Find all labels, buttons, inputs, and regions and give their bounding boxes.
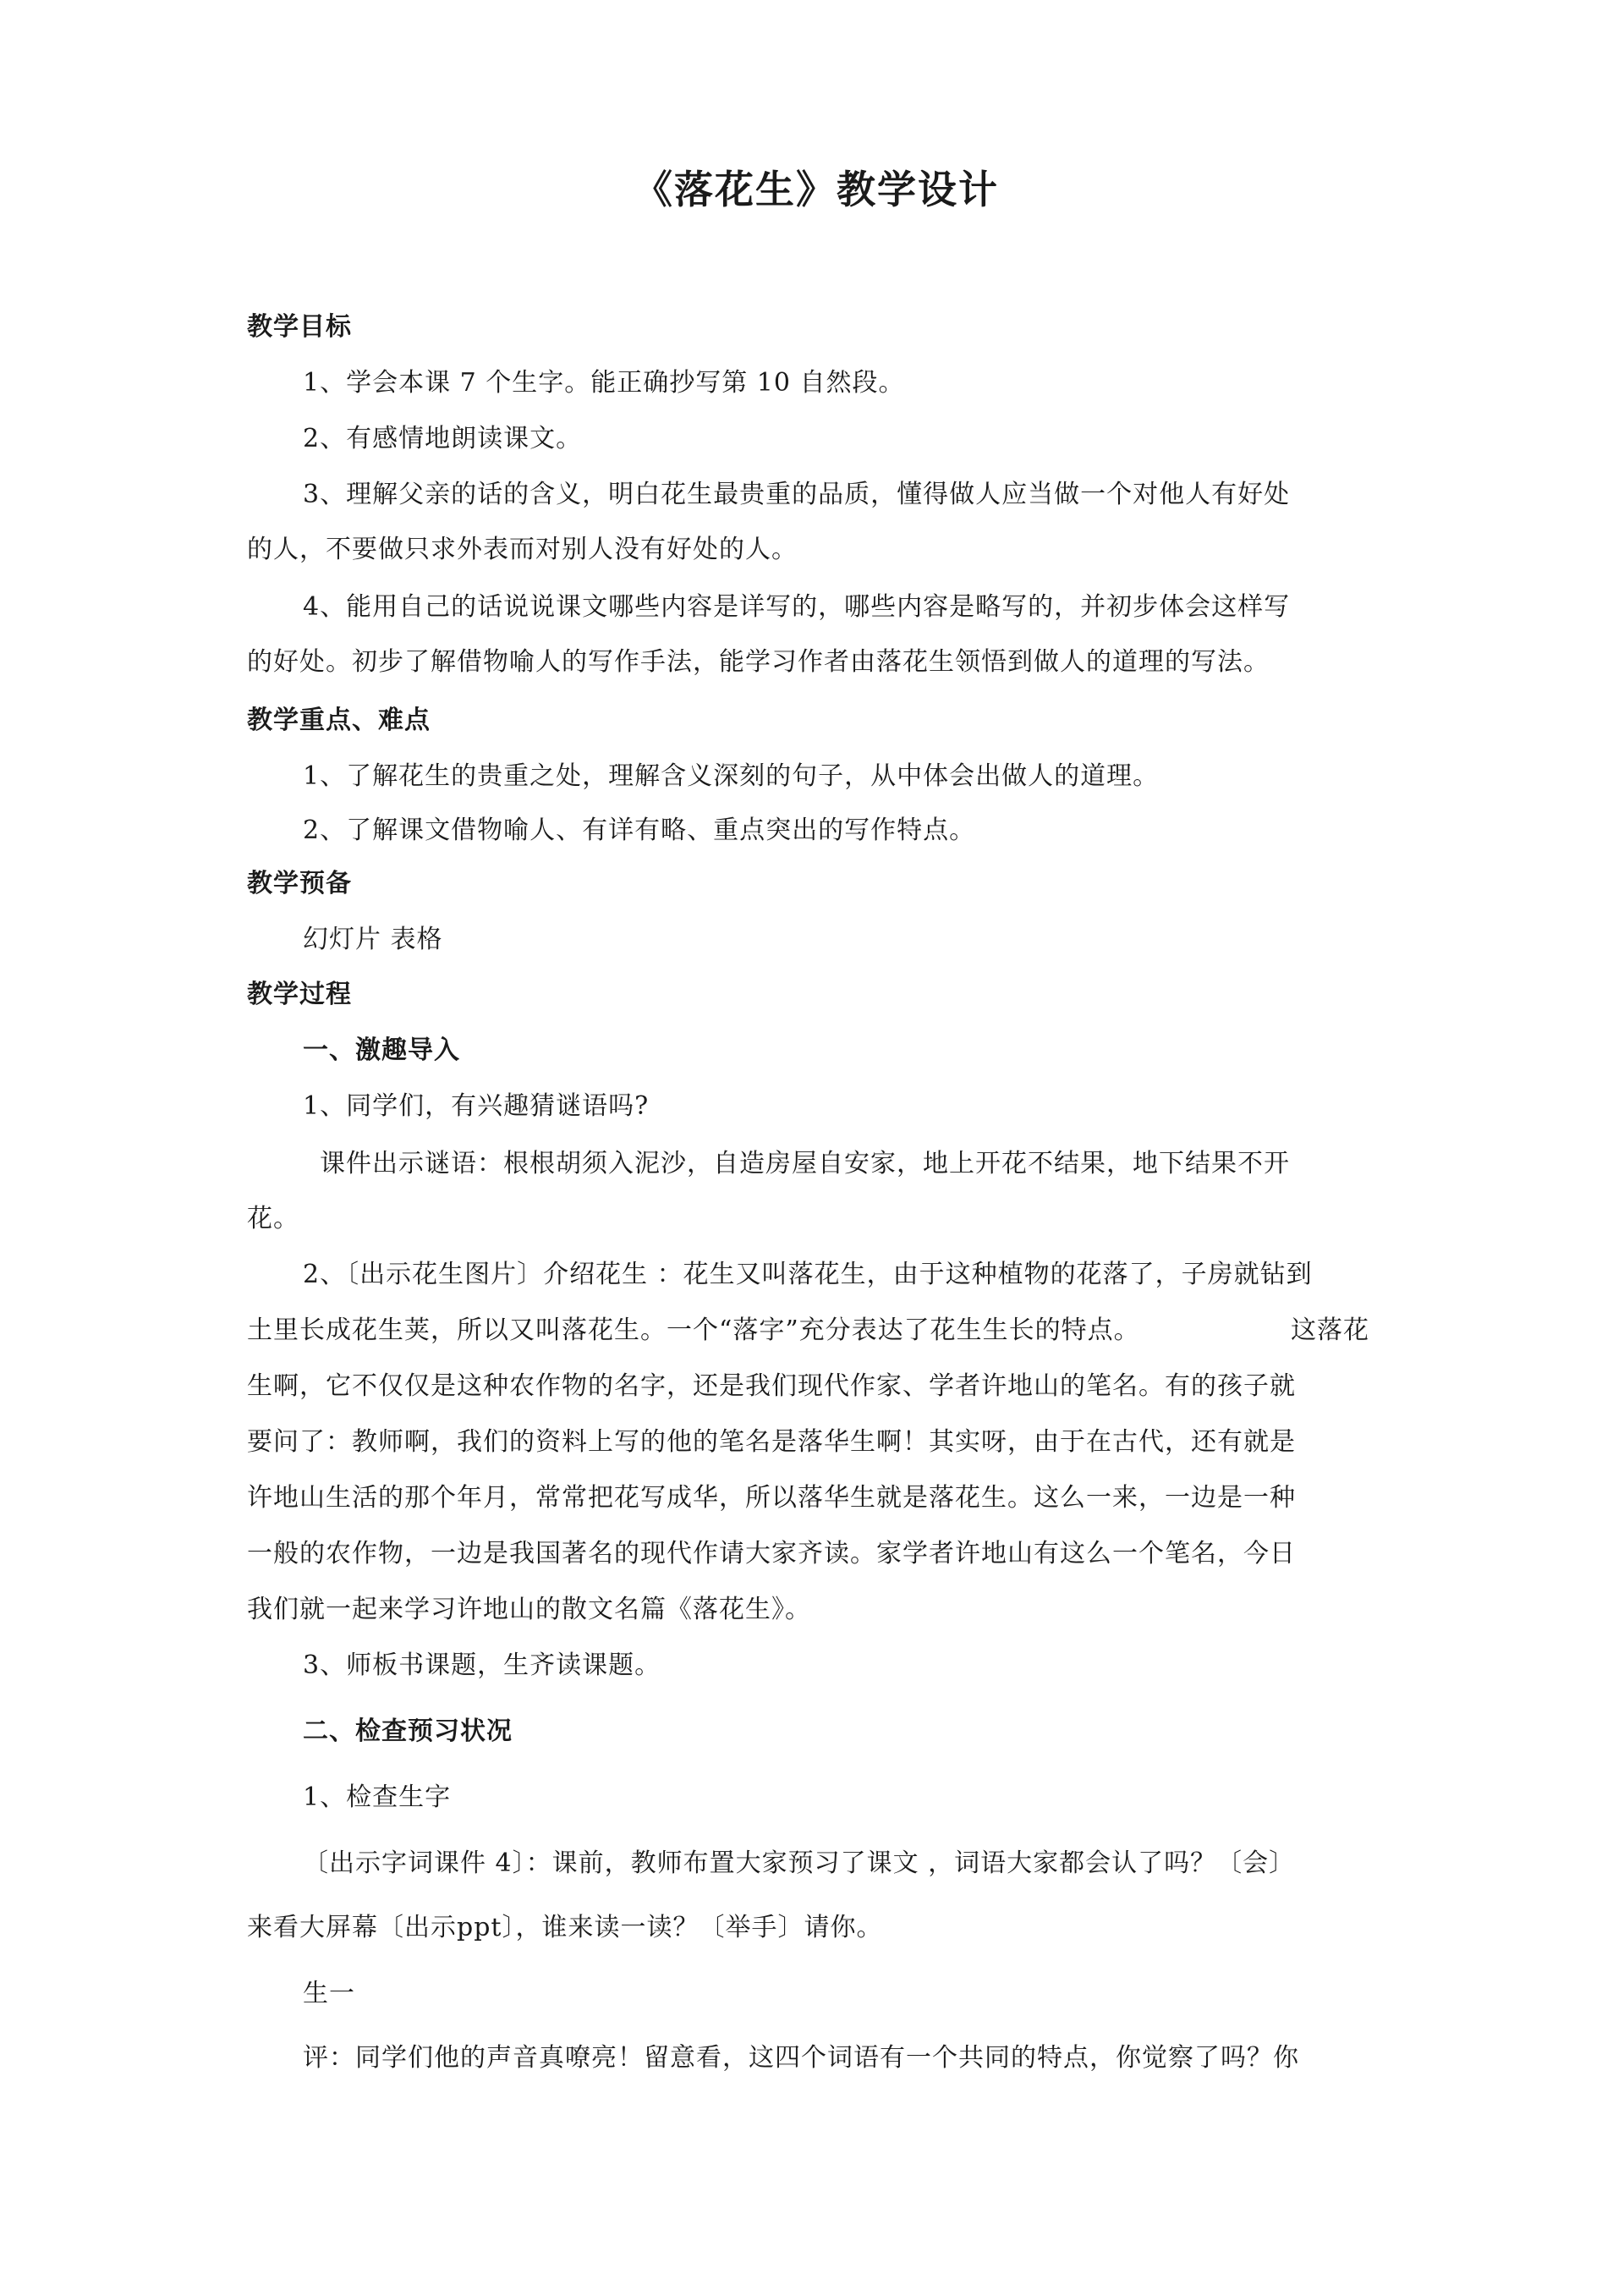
paragraph-line: 〔出示字词课件 4〕：课前，教师布置大家预习了课文 ，词语大家都会认了吗？〔会〕 bbox=[303, 1848, 1296, 1878]
paragraph-line: 要问了：教师啊，我们的资料上写的他的笔名是落华生啊！其实呀，由于在古代，还有就是 bbox=[247, 1427, 1296, 1457]
key-point-item: 2、了解课文借物喻人、有详有略、重点突出的写作特点。 bbox=[303, 816, 976, 845]
paragraph-line: 一般的农作物，一边是我国著名的现代作请大家齐读。家学者许地山有这么一个笔名，今日 bbox=[247, 1539, 1296, 1568]
paragraph-line: 课件出示谜语：根根胡须入泥沙，自造房屋自安家，地上开花不结果，地下结果不开 bbox=[320, 1149, 1290, 1178]
goal-item: 3、理解父亲的话的含义，明白花生最贵重的品质，懂得做人应当做一个对他人有好处 bbox=[303, 480, 1291, 509]
goal-item-continued: 的人，不要做只求外表而对别人没有好处的人。 bbox=[247, 535, 798, 564]
paragraph-line: 2、〔出示花生图片〕介绍花生 ：花生又叫落花生，由于这种植物的花落了，子房就钻到 bbox=[303, 1260, 1313, 1289]
section-heading-key-points: 教学重点、难点 bbox=[247, 706, 431, 735]
process-part1-heading: 一、激趣导入 bbox=[303, 1035, 460, 1065]
preparation-item: 幻灯片 表格 bbox=[303, 925, 443, 954]
goal-item: 1、学会本课 7 个生字。能正确抄写第 10 自然段。 bbox=[303, 368, 905, 398]
paragraph-line: 我们就一起来学习许地山的散文名篇《落花生》。 bbox=[247, 1595, 811, 1624]
key-point-item: 1、了解花生的贵重之处，理解含义深刻的句子，从中体会出做人的道理。 bbox=[303, 761, 1160, 791]
paragraph-line: 3、师板书课题，生齐读课题。 bbox=[303, 1651, 661, 1680]
page-title: 《落花生》教学设计 bbox=[634, 167, 999, 212]
paragraph-line: 评：同学们他的声音真嘹亮！留意看，这四个词语有一个共同的特点，你觉察了吗？你 bbox=[303, 2043, 1299, 2073]
section-heading-process: 教学过程 bbox=[247, 980, 352, 1009]
process-part2-heading: 二、检查预习状况 bbox=[303, 1717, 513, 1746]
paragraph-line: 花。 bbox=[247, 1204, 299, 1233]
goal-item: 4、能用自己的话说说课文哪些内容是详写的，哪些内容是略写的，并初步体会这样写 bbox=[303, 592, 1291, 622]
paragraph-line: 土里长成花生荚，所以又叫落花生。一个“落字”充分表达了花生生长的特点。 bbox=[247, 1316, 1140, 1345]
paragraph-line: 生啊，它不仅仅是这种农作物的名字，还是我们现代作家、学者许地山的笔名。有的孩子就 bbox=[247, 1371, 1296, 1401]
section-heading-preparation: 教学预备 bbox=[247, 869, 352, 898]
goal-item-continued: 的好处。初步了解借物喻人的写作手法，能学习作者由落花生领悟到做人的道理的写法。 bbox=[247, 647, 1270, 677]
paragraph-line: 这落花 bbox=[1291, 1316, 1369, 1345]
paragraph-line: 1、同学们，有兴趣猜谜语吗? bbox=[303, 1091, 650, 1121]
section-heading-goals: 教学目标 bbox=[247, 312, 352, 342]
paragraph-line: 来看大屏幕〔出示ppt〕，谁来读一读？〔举手〕请你。 bbox=[247, 1913, 883, 1942]
paragraph-line: 1、检查生字 bbox=[303, 1782, 452, 1812]
goal-item: 2、有感情地朗读课文。 bbox=[303, 424, 583, 453]
paragraph-line: 许地山生活的那个年月，常常把花写成华，所以落华生就是落花生。这么一来，一边是一种 bbox=[247, 1483, 1296, 1513]
paragraph-line: 生一 bbox=[303, 1979, 355, 2008]
